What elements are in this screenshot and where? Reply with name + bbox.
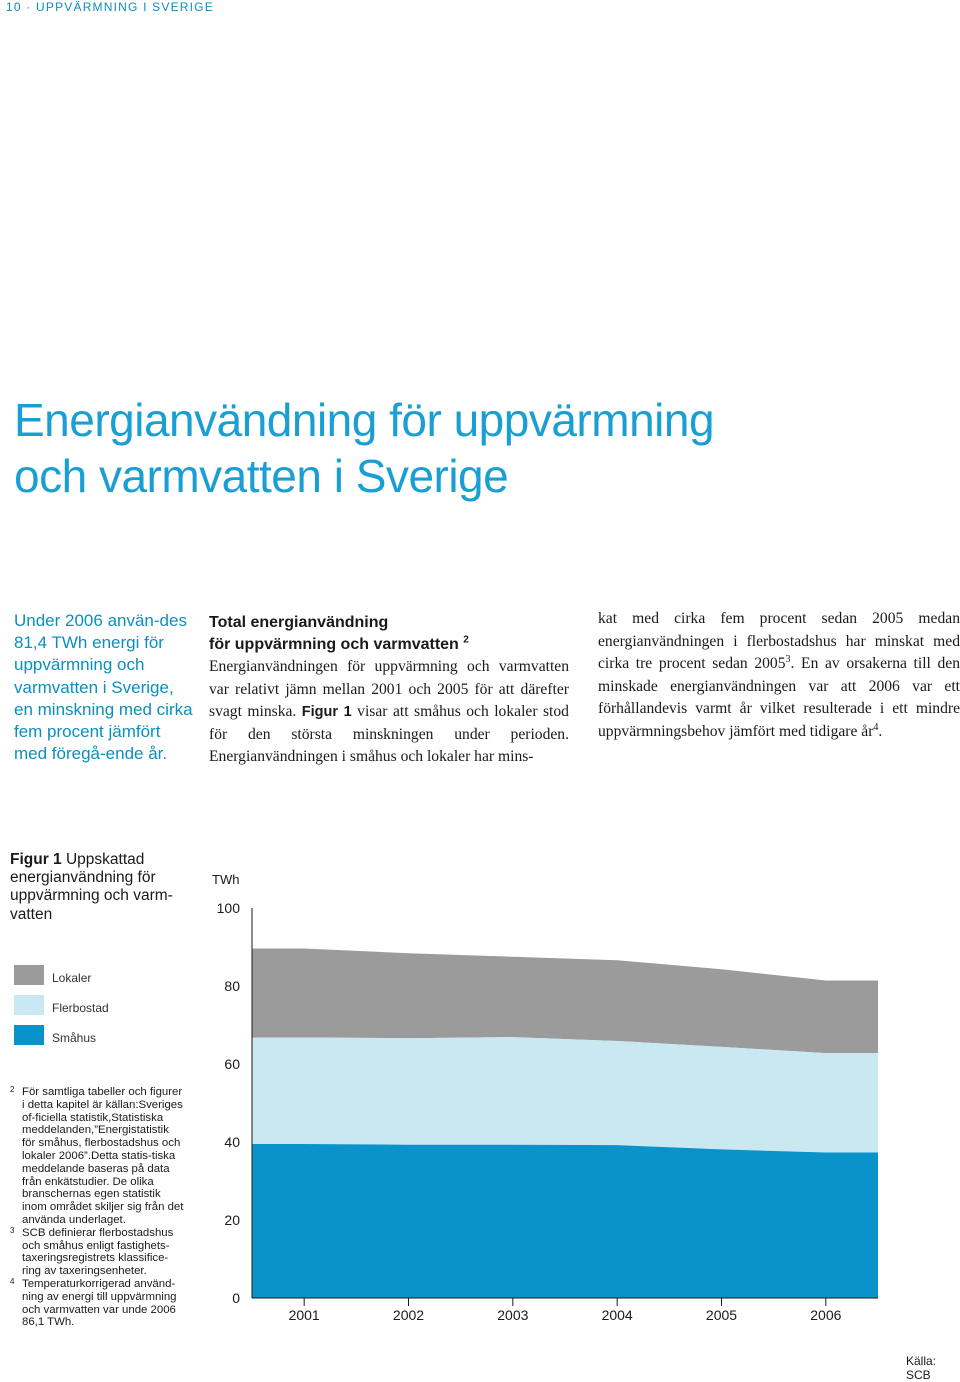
page-title-line-2: och varmvatten i Sverige <box>14 450 509 502</box>
area-series-flerbostad <box>252 1037 878 1152</box>
page-title-line-1: Energianvändning för uppvärmning <box>14 394 715 446</box>
footnote-number: 2 <box>10 1085 15 1094</box>
x-tick-label: 2004 <box>601 1307 633 1323</box>
area-series-sm-hus <box>252 1144 878 1298</box>
chart-source: Källa: SCB <box>906 1354 937 1382</box>
y-tick-label: 60 <box>224 1056 240 1072</box>
figure-label: Figur 1 <box>10 851 62 868</box>
figure-caption-text: Uppskattad energianvändning för uppvärmning och varm-vatten <box>10 851 173 923</box>
y-tick-label: 20 <box>224 1212 240 1228</box>
footnote-ref-2: 2 <box>463 634 469 646</box>
footnote-text: SCB definierar flerbostadshus och småhus enligt fastighets-taxeringsregistrets klassifice-ring av taxeringsenheter. <box>22 1226 174 1278</box>
pullquote: Under 2006 använ-des 81,4 TWh energi för uppvärmning och varmvatten i Sverige, en minskning med cirka fem procent jämfört med föregå-ende år. <box>14 611 193 764</box>
y-tick-label: 100 <box>216 900 240 916</box>
y-tick-label: 40 <box>224 1134 240 1150</box>
x-tick-label: 2003 <box>497 1307 529 1323</box>
x-tick-label: 2005 <box>705 1307 738 1323</box>
figure-reference: Figur 1 <box>301 704 352 721</box>
footnote-text: Temperaturkorrigerad använd-ning av energi till uppvärmning och varmvatten var unde 2006 86,1 TWh. <box>22 1277 177 1329</box>
footnote-number: 4 <box>10 1276 15 1286</box>
y-tick-label: 0 <box>232 1290 240 1306</box>
legend-label-lokaler: Lokaler <box>52 971 92 985</box>
legend-label-flerbostad: Flerbostad <box>52 1001 109 1015</box>
x-tick-label: 2001 <box>288 1307 320 1323</box>
paragraph-1-text-b: visar att småhus och lokaler stod för den största minskningen under perioden. Energianvändningen i småhus och lokaler har mins- <box>209 703 569 766</box>
section-heading-line-2: för uppvärmning och varmvatten <box>209 636 459 653</box>
running-head: 10 · UPPVÄRMNING I SVERIGE <box>6 0 214 14</box>
footnote-text: För samtliga tabeller och figurer i detta kapitel är källan:Sveriges of-ficiella statistik,Statistiska meddelanden,”Energistatistik för småhus, flerbostadshus och lokaler 2006”.Detta statis-tiska meddelande baseras på data från enkätstudier. De olika branschernas egen statistik inom området skiljer sig från det använda underlaget. <box>22 1086 184 1226</box>
paragraph-1-text-a: Energianvändningen för uppvärmning och varmvatten var relativt jämn mellan 2001 och 2005 för att därefter svagt minska. <box>209 658 569 721</box>
paragraph-2-text-a: kat med cirka fem procent sedan 2005 medan energianvändningen i flerbostadshus har minskat med cirka tre procent sedan 2005 <box>598 610 960 673</box>
area-series-lokaler <box>252 949 878 1054</box>
section-heading-line-1: Total energianvändning <box>209 614 389 631</box>
paragraph-2-text-b: . En av orsakerna till den minskade energianvändningen var att 2006 var ett förhållandevis varmt år vilket resulterade i ett mindre uppvärmningsbehov jämfört med tidigare år <box>598 655 960 740</box>
footnote-ref-4: 4 <box>873 721 879 733</box>
x-tick-label: 2002 <box>392 1307 425 1323</box>
x-tick-label: 2006 <box>810 1307 842 1323</box>
legend-label-smahus: Småhus <box>52 1031 97 1045</box>
y-axis-unit-label: TWh <box>212 872 240 887</box>
footnote-number: 3 <box>10 1225 15 1235</box>
y-tick-label: 80 <box>224 978 240 994</box>
footnote-ref-3: 3 <box>785 654 791 665</box>
paragraph-2-end: . <box>878 722 883 740</box>
